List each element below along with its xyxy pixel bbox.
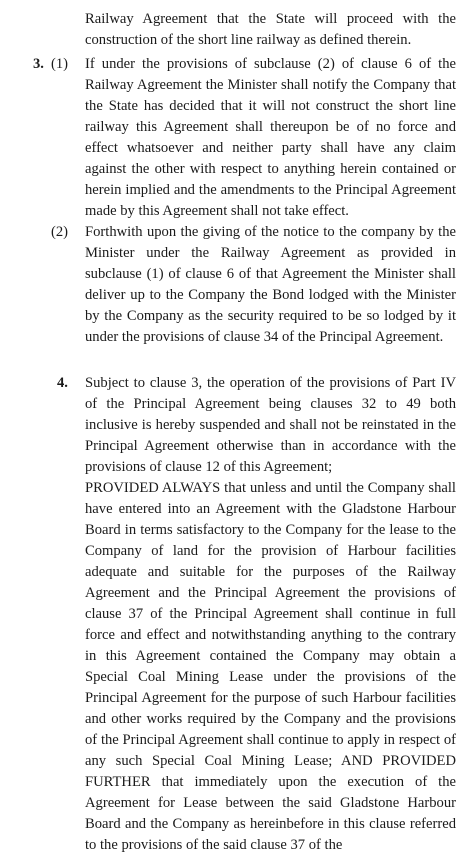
clause-3-2-paragraph: Forthwith upon the giving of the notice to the company by the Minister under the Railway Agreement as provided in subclause (1) of clause 6 of that Agreement the Minister shall deliver up to the Company the Bond lodged with the Minister by the Company as the security required to be so lodged by it under the provisions of clause 34 of the Principal Agreement.: [85, 224, 456, 345]
clause-4-paragraph: Subject to clause 3, the operation of the provisions of Part IV of the Principal Agreement being clauses 32 to 49 both inclusive is hereby suspended and shall not be reinstated in the Principal Agreement otherwise than in accordance with the provisions of clause 12 of this Agreement;: [85, 375, 456, 475]
clause-3-2-label: (2): [51, 224, 69, 240]
clause-4-number-text: 4.: [57, 375, 68, 391]
clause-3-number: [33, 54, 44, 75]
clause-3-1-paragraph: If under the provisions of subclause (2) of clause 6 of the Railway Agreement the Minister shall notify the Company that the State has decided that it will not construct the short line railway this Agreement shall thereupon be of no force and effect whatsoever and neither party shall have any claim against the other with respect to anything herein contained or herein implied and the amendments to the Principal Agreement made by this Agreement shall not take effect.: [85, 56, 456, 219]
clause-3-1-label: (1): [51, 56, 69, 72]
clause-3-number-text: 3.: [33, 56, 44, 72]
intro-paragraph: Railway Agreement that the State will proceed with the construction of the short line railway as defined therein.: [85, 11, 456, 48]
clause-4-proviso-paragraph: PROVIDED ALWAYS that unless and until the Company shall have entered into an Agreement with the Gladstone Harbour Board in terms satisfactory to the Company for the lease to the Company of land for the provision of Harbour facilities adequate and suitable for the purposes of the Railway Agreement and the Principal Agreement the provisions of clause 37 of the Principal Agreement shall continue in full force and effect and notwithstanding anything to the contrary in this Agreement contained the Company may obtain a Special Coal Mining Lease under the provisions of the Principal Agreement for the purpose of such Harbour facilities and other works required by the Company and the provisions of the Principal Agreement shall continue to apply in respect of any such Special Coal Mining Lease; AND PROVIDED FURTHER that immediately upon the execution of the Agreement for Lease between the said Gladstone Harbour Board and the Company as hereinbefore in this clause referred to the provisions of the said clause 37 of the: [85, 480, 456, 853]
clause-4-number: [57, 373, 68, 394]
